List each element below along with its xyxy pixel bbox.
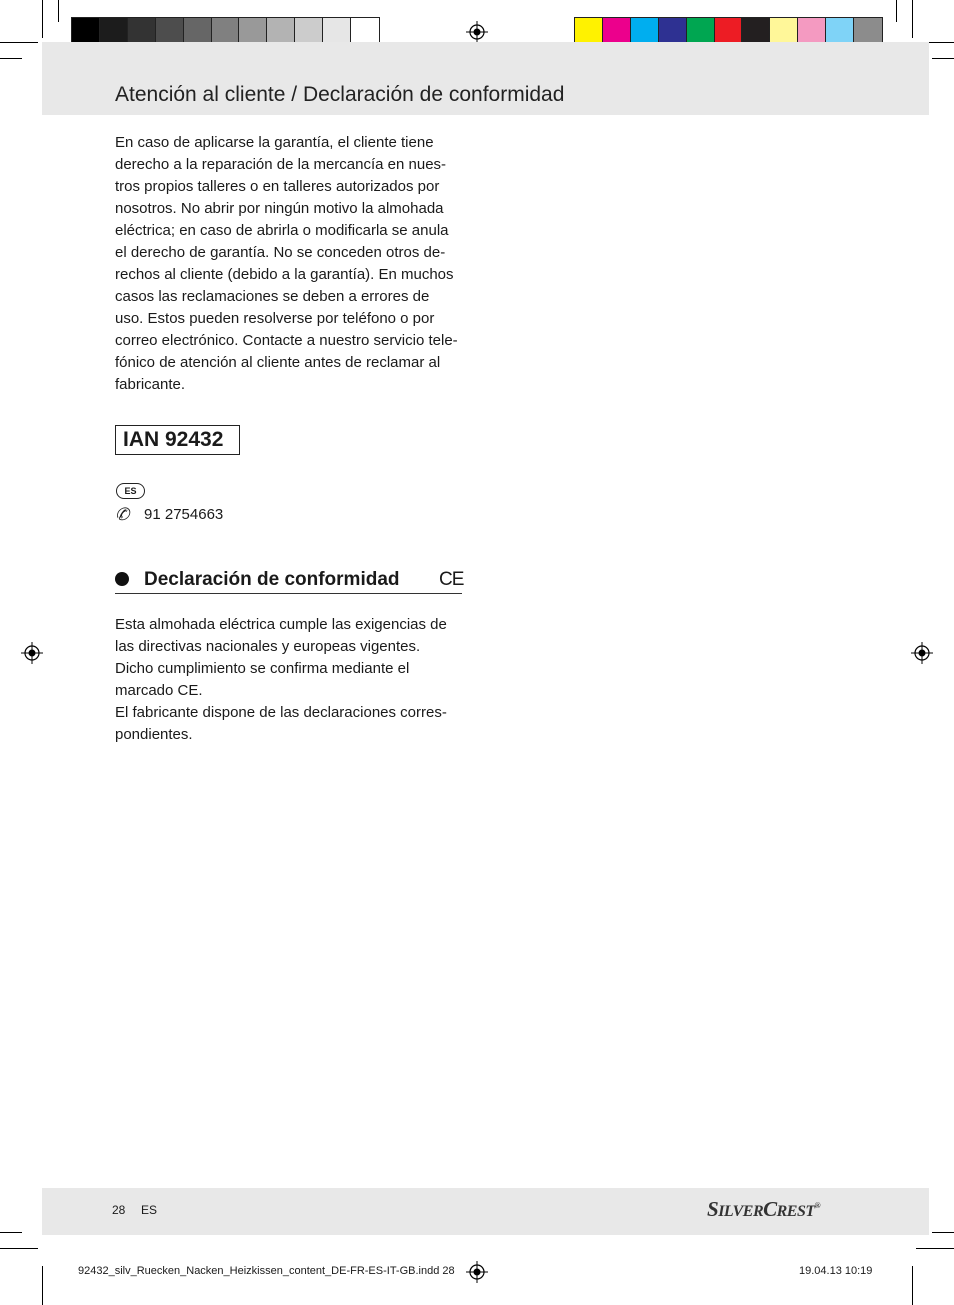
color-swatch — [156, 18, 184, 44]
crop-mark — [42, 1266, 43, 1305]
brand-letters: ILVER — [718, 1203, 764, 1220]
phone-icon: ✆ — [115, 505, 130, 524]
registration-mark-icon — [466, 1261, 488, 1283]
color-swatch — [351, 18, 379, 44]
text-line: correo electrónico. Contacte a nuestro servicio tele- — [115, 332, 458, 349]
registration-mark-icon — [911, 642, 933, 664]
color-swatch — [184, 18, 212, 44]
color-swatch — [72, 18, 100, 44]
color-swatch — [603, 18, 631, 44]
crop-mark — [916, 1248, 954, 1249]
crop-mark — [912, 0, 913, 38]
color-swatch — [770, 18, 798, 44]
section-divider — [115, 593, 462, 594]
text-line: Dicho cumplimiento se confirma mediante el — [115, 660, 410, 677]
text-line: eléctrica; en caso de abrirla o modificarla se anula — [115, 222, 449, 239]
color-swatch — [575, 18, 603, 44]
footer-language: ES — [141, 1203, 158, 1217]
color-swatch — [239, 18, 267, 44]
text-line: fabricante. — [115, 376, 186, 393]
brand-letters: REST — [776, 1203, 815, 1220]
bullet-icon — [115, 572, 129, 586]
color-swatch — [100, 18, 128, 44]
phone-number: 91 2754663 — [144, 506, 224, 523]
text-line: En caso de aplicarse la garantía, el cliente tiene — [115, 134, 434, 151]
crop-mark — [896, 0, 897, 22]
text-line: las directivas nacionales y europeas vigentes. — [115, 638, 421, 655]
color-swatch — [323, 18, 351, 44]
country-badge: ES — [116, 483, 145, 499]
color-swatch — [687, 18, 715, 44]
ian-number: IAN 92432 — [115, 425, 240, 455]
print-slug-timestamp: 19.04.13 10:19 — [799, 1265, 873, 1277]
text-line: El fabricante dispone de las declaraciones corres- — [115, 704, 447, 721]
page-number: 28 — [112, 1203, 126, 1217]
crop-mark — [0, 58, 22, 59]
crop-mark — [932, 1232, 954, 1233]
registered-mark: ® — [814, 1201, 821, 1210]
brand-letter: S — [707, 1197, 719, 1221]
color-swatch — [295, 18, 323, 44]
text-line: derecho a la reparación de la mercancía en nues- — [115, 156, 447, 173]
warranty-paragraph — [115, 132, 470, 396]
color-swatch — [659, 18, 687, 44]
color-calibration-bar — [574, 17, 883, 45]
text-line: fónico de atención al cliente antes de reclamar al — [115, 354, 441, 371]
color-swatch — [826, 18, 854, 44]
color-swatch — [854, 18, 882, 44]
text-line: Esta almohada eléctrica cumple las exigencias de — [115, 616, 447, 633]
color-swatch — [798, 18, 826, 44]
page-title: Atención al cliente / Declaración de conformidad — [115, 83, 565, 106]
print-slug-file: 92432_silv_Ruecken_Nacken_Heizkissen_content_DE-FR-ES-IT-GB.indd 28 — [78, 1265, 455, 1277]
text-line: el derecho de garantía. No se conceden otros de- — [115, 244, 446, 261]
text-line: tros propios talleres o en talleres autorizados por — [115, 178, 440, 195]
brand-logo — [707, 1197, 820, 1222]
ce-mark-icon: CE — [439, 569, 464, 590]
text-line: casos las reclamaciones se deben a errores de — [115, 288, 430, 305]
brand-letter: C — [763, 1197, 777, 1221]
text-line: rechos al cliente (debido a la garantía). En muchos — [115, 266, 454, 283]
color-swatch — [212, 18, 240, 44]
crop-mark — [42, 0, 43, 38]
text-line: uso. Estos pueden resolverse por teléfono o por — [115, 310, 435, 327]
crop-mark — [58, 0, 59, 22]
registration-mark-icon — [466, 21, 488, 43]
text-line: nosotros. No abrir por ningún motivo la almohada — [115, 200, 444, 217]
color-swatch — [715, 18, 743, 44]
crop-mark — [0, 42, 38, 43]
text-line: marcado CE. — [115, 682, 203, 699]
crop-mark — [0, 1248, 38, 1249]
color-swatch — [742, 18, 770, 44]
text-line: pondientes. — [115, 726, 193, 743]
crop-mark — [912, 1266, 913, 1305]
conformity-paragraph — [115, 614, 470, 746]
gray-calibration-bar — [71, 17, 380, 45]
crop-mark — [0, 1232, 22, 1233]
registration-mark-icon — [21, 642, 43, 664]
color-swatch — [631, 18, 659, 44]
color-swatch — [267, 18, 295, 44]
section-title: Declaración de conformidad — [144, 569, 400, 590]
crop-mark — [932, 58, 954, 59]
color-swatch — [128, 18, 156, 44]
